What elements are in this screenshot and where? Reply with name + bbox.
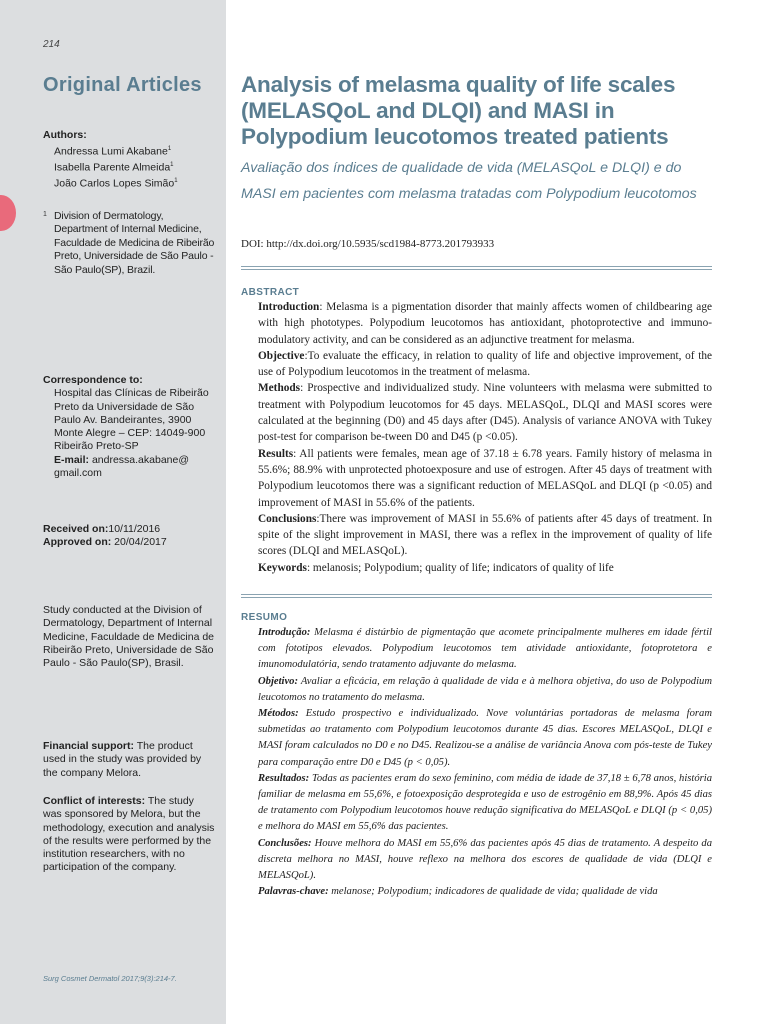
correspondence-line: Hospital das Clínicas de Ribeirão <box>54 387 209 400</box>
correspondence-block <box>43 374 213 480</box>
authors-label: Authors: <box>43 129 87 141</box>
author-item: Andressa Lumi Akabane$^1$ <box>54 145 172 158</box>
article-title: Analysis of melasma quality of life scales (MELASQoL and DLQI) and MASI in Polypodium leucotomos treated patients <box>241 72 676 149</box>
abstract-paragraph: Conclusions:There was improvement of MASI in 55.6% of patients after 45 days of treatment. In spite of the slight improvement in MASI, there was a reflex in the improvement of quality of life scores (DLQI and MELASQoL). <box>258 512 712 558</box>
affiliation: Division of Dermatology, Department of Internal Medicine, Faculdade de Medicina de Ribeirão Preto, Universidade de São Paulo - São Paulo(SP), Brazil. <box>54 210 215 276</box>
journal-citation: Surg Cosmet Dermatol 2017;9(3):214-7. <box>43 974 177 983</box>
abstract-paragraph: Results: All patients were females, mean age of 37.18 ± 6.78 years. Family history of melasma in 55.6%; 88.9% with unprotected photoexposure and use of estrogen. After 45 days of treatment with Polypodium leucotomos there was a significant reduction of MELASQoL and DLQI (p <0.05) and improvement of MASI in 55.6% of the patients. <box>258 447 713 509</box>
approved-value: 20/04/2017 <box>114 536 167 549</box>
author-item: Isabella Parente Almeida$^1$ <box>54 161 174 174</box>
financial-label: Financial support: <box>43 740 135 752</box>
abstract-body <box>258 299 712 576</box>
resumo-paragraph: Resultados: Todas as pacientes eram do sexo feminino, com média de idade de 37,18 ± 6,78 anos, história familiar de melasma em 55,6%, e fotoexposição desprotegida e uso de estrogênio em 88,9%. Após 45 dias de tratamento com Polypodium leucotomos houve redução significativa do MELASQoL e DLQI (p < 0,05) e melhora do MASI em 55,6% das pacientes. <box>258 772 712 833</box>
sidebar-panel <box>0 0 226 1024</box>
financial-support <box>43 740 215 780</box>
correspondence-line: Preto da Universidade de São <box>54 400 195 413</box>
approved-label: Approved on: <box>43 536 112 549</box>
correspondence-line: Paulo Av. Bandeirantes, 3900 <box>54 413 192 426</box>
section-divider <box>241 594 712 598</box>
resumo-body <box>258 625 712 900</box>
section-tab-marker <box>0 195 16 231</box>
article-subtitle: Avaliação dos índices de qualidade de vida (MELASQoL e DLQI) e do MASI em pacientes com melasma tratadas com Polypodium leucotomos <box>241 160 697 202</box>
author-list <box>54 143 178 191</box>
correspondence-label: Correspondence to: <box>43 374 143 386</box>
author-item: João Carlos Lopes Simão$^1$ <box>54 177 178 190</box>
abstract-paragraph: Objective:To evaluate the efficacy, in relation to quality of life and objective improvement, of the use of Polypodium leucotomos in the treatment of melasma. <box>258 349 712 379</box>
affiliation-marker: 1 <box>43 211 47 218</box>
correspondence-line: Ribeirão Preto-SP <box>54 440 139 453</box>
doi-link[interactable]: DOI: http://dx.doi.org/10.5935/scd1984-8773.201793933 <box>241 238 495 250</box>
correspondence-line: Monte Alegre – CEP: 14049-900 <box>54 427 206 440</box>
resumo-paragraph: Conclusões: Houve melhora do MASI em 55,6% das pacientes após 45 dias de tratamento. A despeito da discreta melhora no MASI, houve reflexo na melhora dos escores de qualidade de vida (DLQI e MELASQoL). <box>258 837 712 882</box>
conflict-value: The study was sponsored by Melora, but the methodology, execution and analysis of the results were performed by the institution researchers, with no participation of the company. <box>43 795 215 874</box>
financial-value: The product used in the study was provided by the company Melora. <box>43 740 202 779</box>
received-label: Received on: <box>43 523 109 535</box>
resumo-paragraph: Métodos: Estudo prospectivo e individualizado. Nove voluntárias portadoras de melasma foram submetidas ao tratamento com Polypodium leucotomos durante 45 dias. Escores MELASQoL, DLQI e MASI foram calculados no D0 e no D45. Realizou-se a análise de variância Anova com pós-teste de Tukey para comparação entre D0 e D45 (p < 0,05). <box>258 708 712 768</box>
conflict-label: Conflict of interests: <box>43 795 146 807</box>
dates-block <box>43 523 167 550</box>
section-heading: Original Articles <box>43 74 202 96</box>
conflict-of-interests <box>43 795 215 875</box>
resumo-keywords: Palavras-chave: melanose; Polypodium; indicadores de qualidade de vida; qualidade de vida <box>258 886 658 898</box>
resumo-paragraph: Introdução: Melasma é distúrbio de pigmentação que acomete principalmente mulheres em idade fértil com fototipos elevados. Polypodium leucotomos tem atividade antioxidante, fotoprotetora e imunomodulatória, sendo tratamento adjuvante do melasma. <box>258 627 712 671</box>
resumo-heading: RESUMO <box>241 612 288 623</box>
received-value: 10/11/2016 <box>108 523 161 535</box>
abstract-paragraph: Introduction: Melasma is a pigmentation disorder that mainly affects women of childbearing age with high phototypes. Polypodium leucotomos has antioxidant, photoprotective and immuno-modulatory activity, and can be considered as an adjunctive treatment for melasma. <box>258 301 712 346</box>
resumo-paragraph: Objetivo: Avaliar a eficácia, em relação à qualidade de vida e à melhora objetiva, do uso de Polypodium leucotomos no tratamento do melasma. <box>258 675 712 703</box>
email-line <box>43 454 213 467</box>
page-number: 214 <box>43 39 60 50</box>
abstract-paragraph: Methods: Prospective and individualized study. Nine volunteers with melasma were submitted to treatment with Polypodium leucotomos for 45 days. MELASQoL, DLQI and MASI scores were calculated at the beginning (D0) and 45 days after (D45). Analysis of variance ANOVA with Tukey post-test for comparison be-tween D0 and D45 (p <0.05). <box>258 382 712 444</box>
abstract-keywords: Keywords: melanosis; Polypodium; quality of life; indicators of quality of life <box>258 561 614 574</box>
email-value-cont[interactable]: gmail.com <box>54 467 102 480</box>
section-divider <box>241 266 712 270</box>
study-note: Study conducted at the Division of Dermatology, Department of Internal Medicine, Faculdade de Medicina de Ribeirão Preto, Universidade de São Paulo - São Paulo(SP), Brasil. <box>43 604 215 670</box>
email-value[interactable]: andressa.akabane@ <box>91 453 189 466</box>
email-label: E-mail: <box>54 453 90 466</box>
abstract-heading: ABSTRACT <box>241 287 300 298</box>
